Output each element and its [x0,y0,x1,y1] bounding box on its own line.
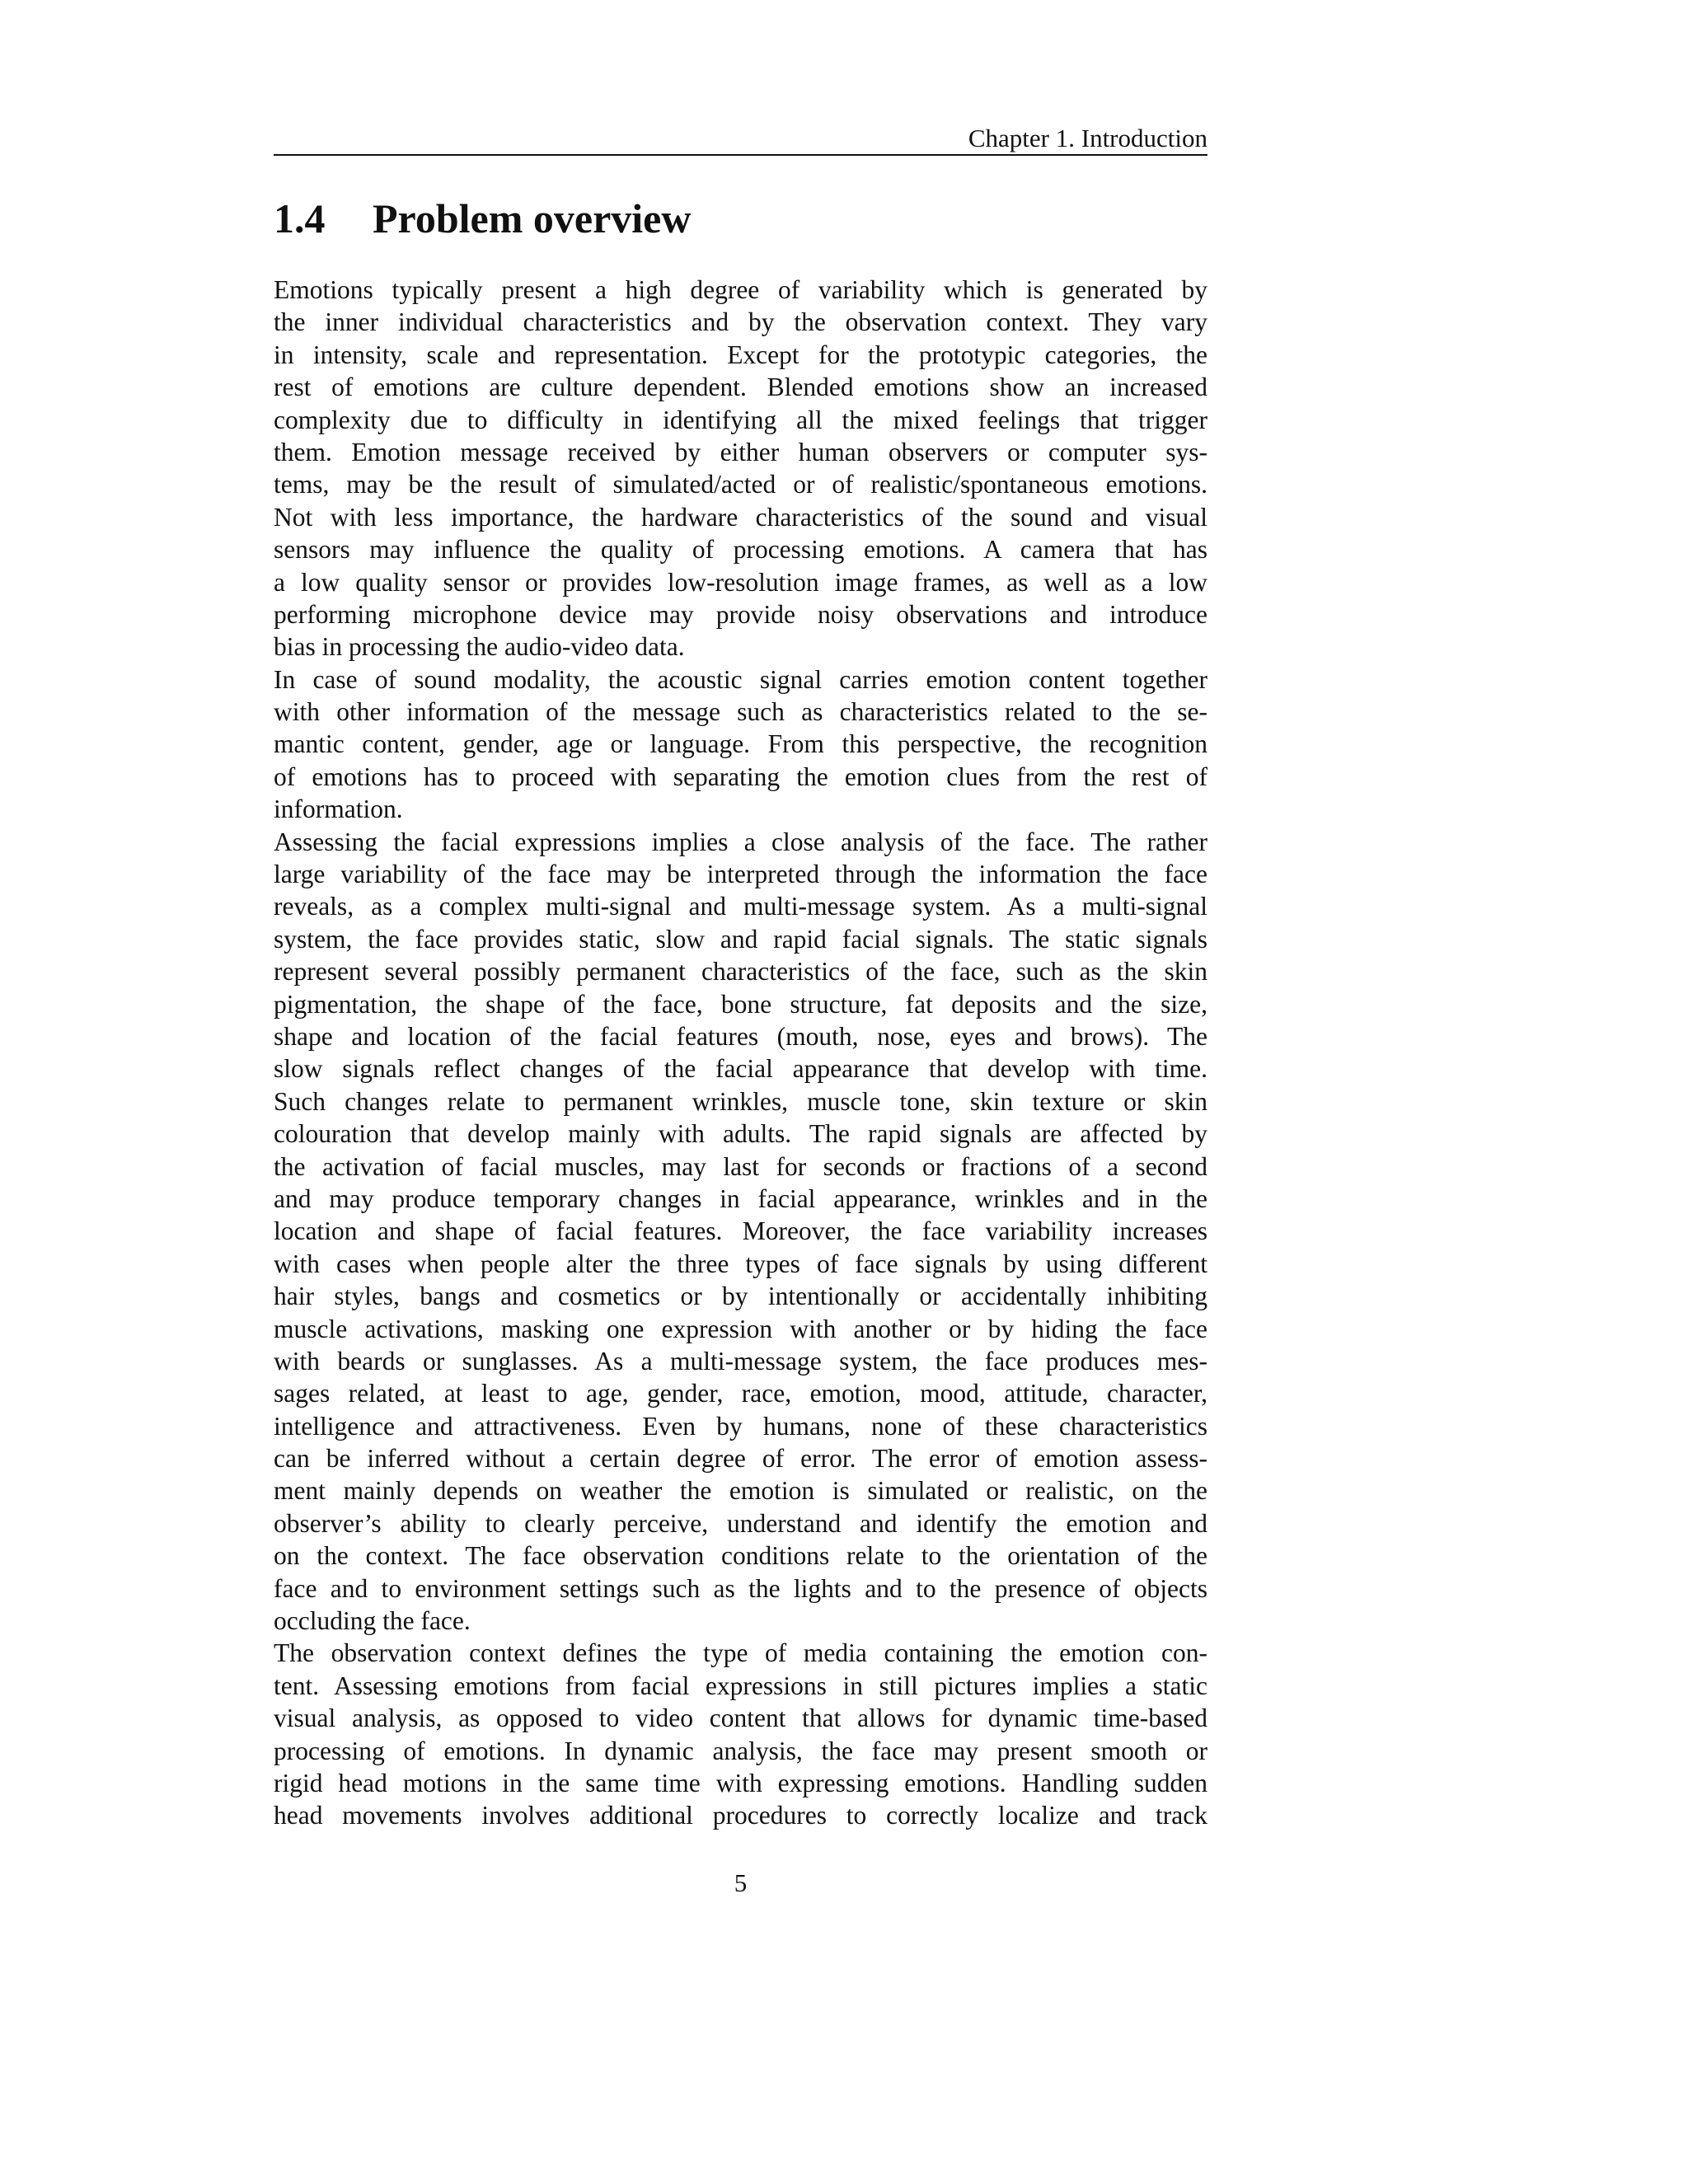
text-line: represent several possibly permanent characteristics of the face, such as the skin [274,957,1207,987]
text-line: In case of sound modality, the acoustic signal carries emotion content together [274,664,1207,694]
text-line: intelligence and attractiveness. Even by humans, none of these characteristics [274,1411,1207,1441]
text-line: processing of emotions. In dynamic analysis, the face may present smooth or [274,1736,1207,1765]
text-line: a low quality sensor or provides low-resolution image frames, as well as a low [274,567,1207,597]
text-line: bias in processing the audio-video data. [274,632,685,662]
text-line: system, the face provides static, slow and rapid facial signals. The static signals [274,924,1207,954]
text-line: rigid head motions in the same time with expressing emotions. Handling sudden [274,1768,1207,1797]
text-line: rest of emotions are culture dependent. Blended emotions show an increased [274,373,1207,402]
text-line: face and to environment settings such as the lights and to the presence of objects [274,1573,1207,1603]
text-line: on the context. The face observation conditions relate to the orientation of the [274,1541,1207,1571]
text-line: slow signals reflect changes of the facial appearance that develop with time. [274,1054,1207,1084]
text-line: the activation of facial muscles, may last for seconds or fractions of a second [274,1151,1207,1181]
paragraph [274,274,1207,663]
text-line: ment mainly depends on weather the emotion is simulated or realistic, on the [274,1476,1207,1506]
text-line: muscle activations, masking one expression with another or by hiding the face [274,1314,1207,1343]
text-line: sensors may influence the quality of processing emotions. A camera that has [274,535,1207,565]
text-line: location and shape of facial features. Moreover, the face variability increases [274,1216,1207,1246]
paragraph [274,826,1207,1638]
text-line: with other information of the message such as characteristics related to the se- [274,697,1207,727]
text-line: tent. Assessing emotions from facial expressions in still pictures implies a static [274,1671,1207,1700]
body-text [274,274,1207,1832]
text-line: of emotions has to proceed with separating the emotion clues from the rest of [274,762,1207,791]
text-line: observer’s ability to clearly perceive, understand and identify the emotion and [274,1508,1207,1538]
text-line: complexity due to difficulty in identifying all the mixed feelings that trigger [274,405,1207,434]
paragraph [274,663,1207,826]
text-line: occluding the face. [274,1606,471,1636]
text-line: and may produce temporary changes in facial appearance, wrinkles and in the [274,1183,1207,1213]
text-line: tems, may be the result of simulated/acted or of realistic/spontaneous emotions. [274,470,1207,499]
text-line: Assessing the facial expressions implies a close analysis of the face. The rather [274,827,1207,856]
section-number: 1.4 [274,195,326,241]
text-line: Not with less importance, the hardware characteristics of the sound and visual [274,502,1207,532]
text-line: hair styles, bangs and cosmetics or by intentionally or accidentally inhibiting [274,1282,1207,1311]
text-line: information. [274,794,403,824]
text-line: can be inferred without a certain degree of error. The error of emotion assess- [274,1444,1207,1474]
text-line: them. Emotion message received by either human observers or computer sys- [274,437,1207,466]
header-rule [274,154,1207,156]
text-line: mantic content, gender, age or language. From this perspective, the recognition [274,729,1207,759]
text-line: The observation context defines the type of media containing the emotion con- [274,1638,1207,1668]
section-title: Problem overview [373,195,692,241]
text-line: with cases when people alter the three types of face signals by using different [274,1249,1207,1278]
text-line: Such changes relate to permanent wrinkles, muscle tone, skin texture or skin [274,1086,1207,1116]
text-line: shape and location of the facial features (mouth, nose, eyes and brows). The [274,1021,1207,1051]
text-line: reveals, as a complex multi-signal and multi-message system. As a multi-signal [274,892,1207,921]
paragraph [274,1637,1207,1831]
text-line: head movements involves additional procedures to correctly localize and track [274,1801,1207,1830]
text-line: sages related, at least to age, gender, race, emotion, mood, attitude, character, [274,1379,1207,1408]
text-line: the inner individual characteristics and by the observation context. They vary [274,307,1207,337]
page-number: 5 [734,1868,748,1897]
text-line: Emotions typically present a high degree of variability which is generated by [274,275,1207,304]
text-line: colouration that develop mainly with adults. The rapid signals are affected by [274,1119,1207,1149]
text-line: performing microphone device may provide noisy observations and introduce [274,599,1207,629]
text-line: visual analysis, as opposed to video content that allows for dynamic time-based [274,1704,1207,1733]
text-line: pigmentation, the shape of the face, bone structure, fat deposits and the size, [274,989,1207,1019]
text-line: in intensity, scale and representation. Except for the prototypic categories, the [274,340,1207,369]
section-heading [274,193,1207,244]
text-line: large variability of the face may be interpreted through the information the face [274,860,1207,889]
running-header: Chapter 1. Introduction [968,124,1207,152]
text-line: with beards or sunglasses. As a multi-message system, the face produces mes- [274,1346,1207,1376]
